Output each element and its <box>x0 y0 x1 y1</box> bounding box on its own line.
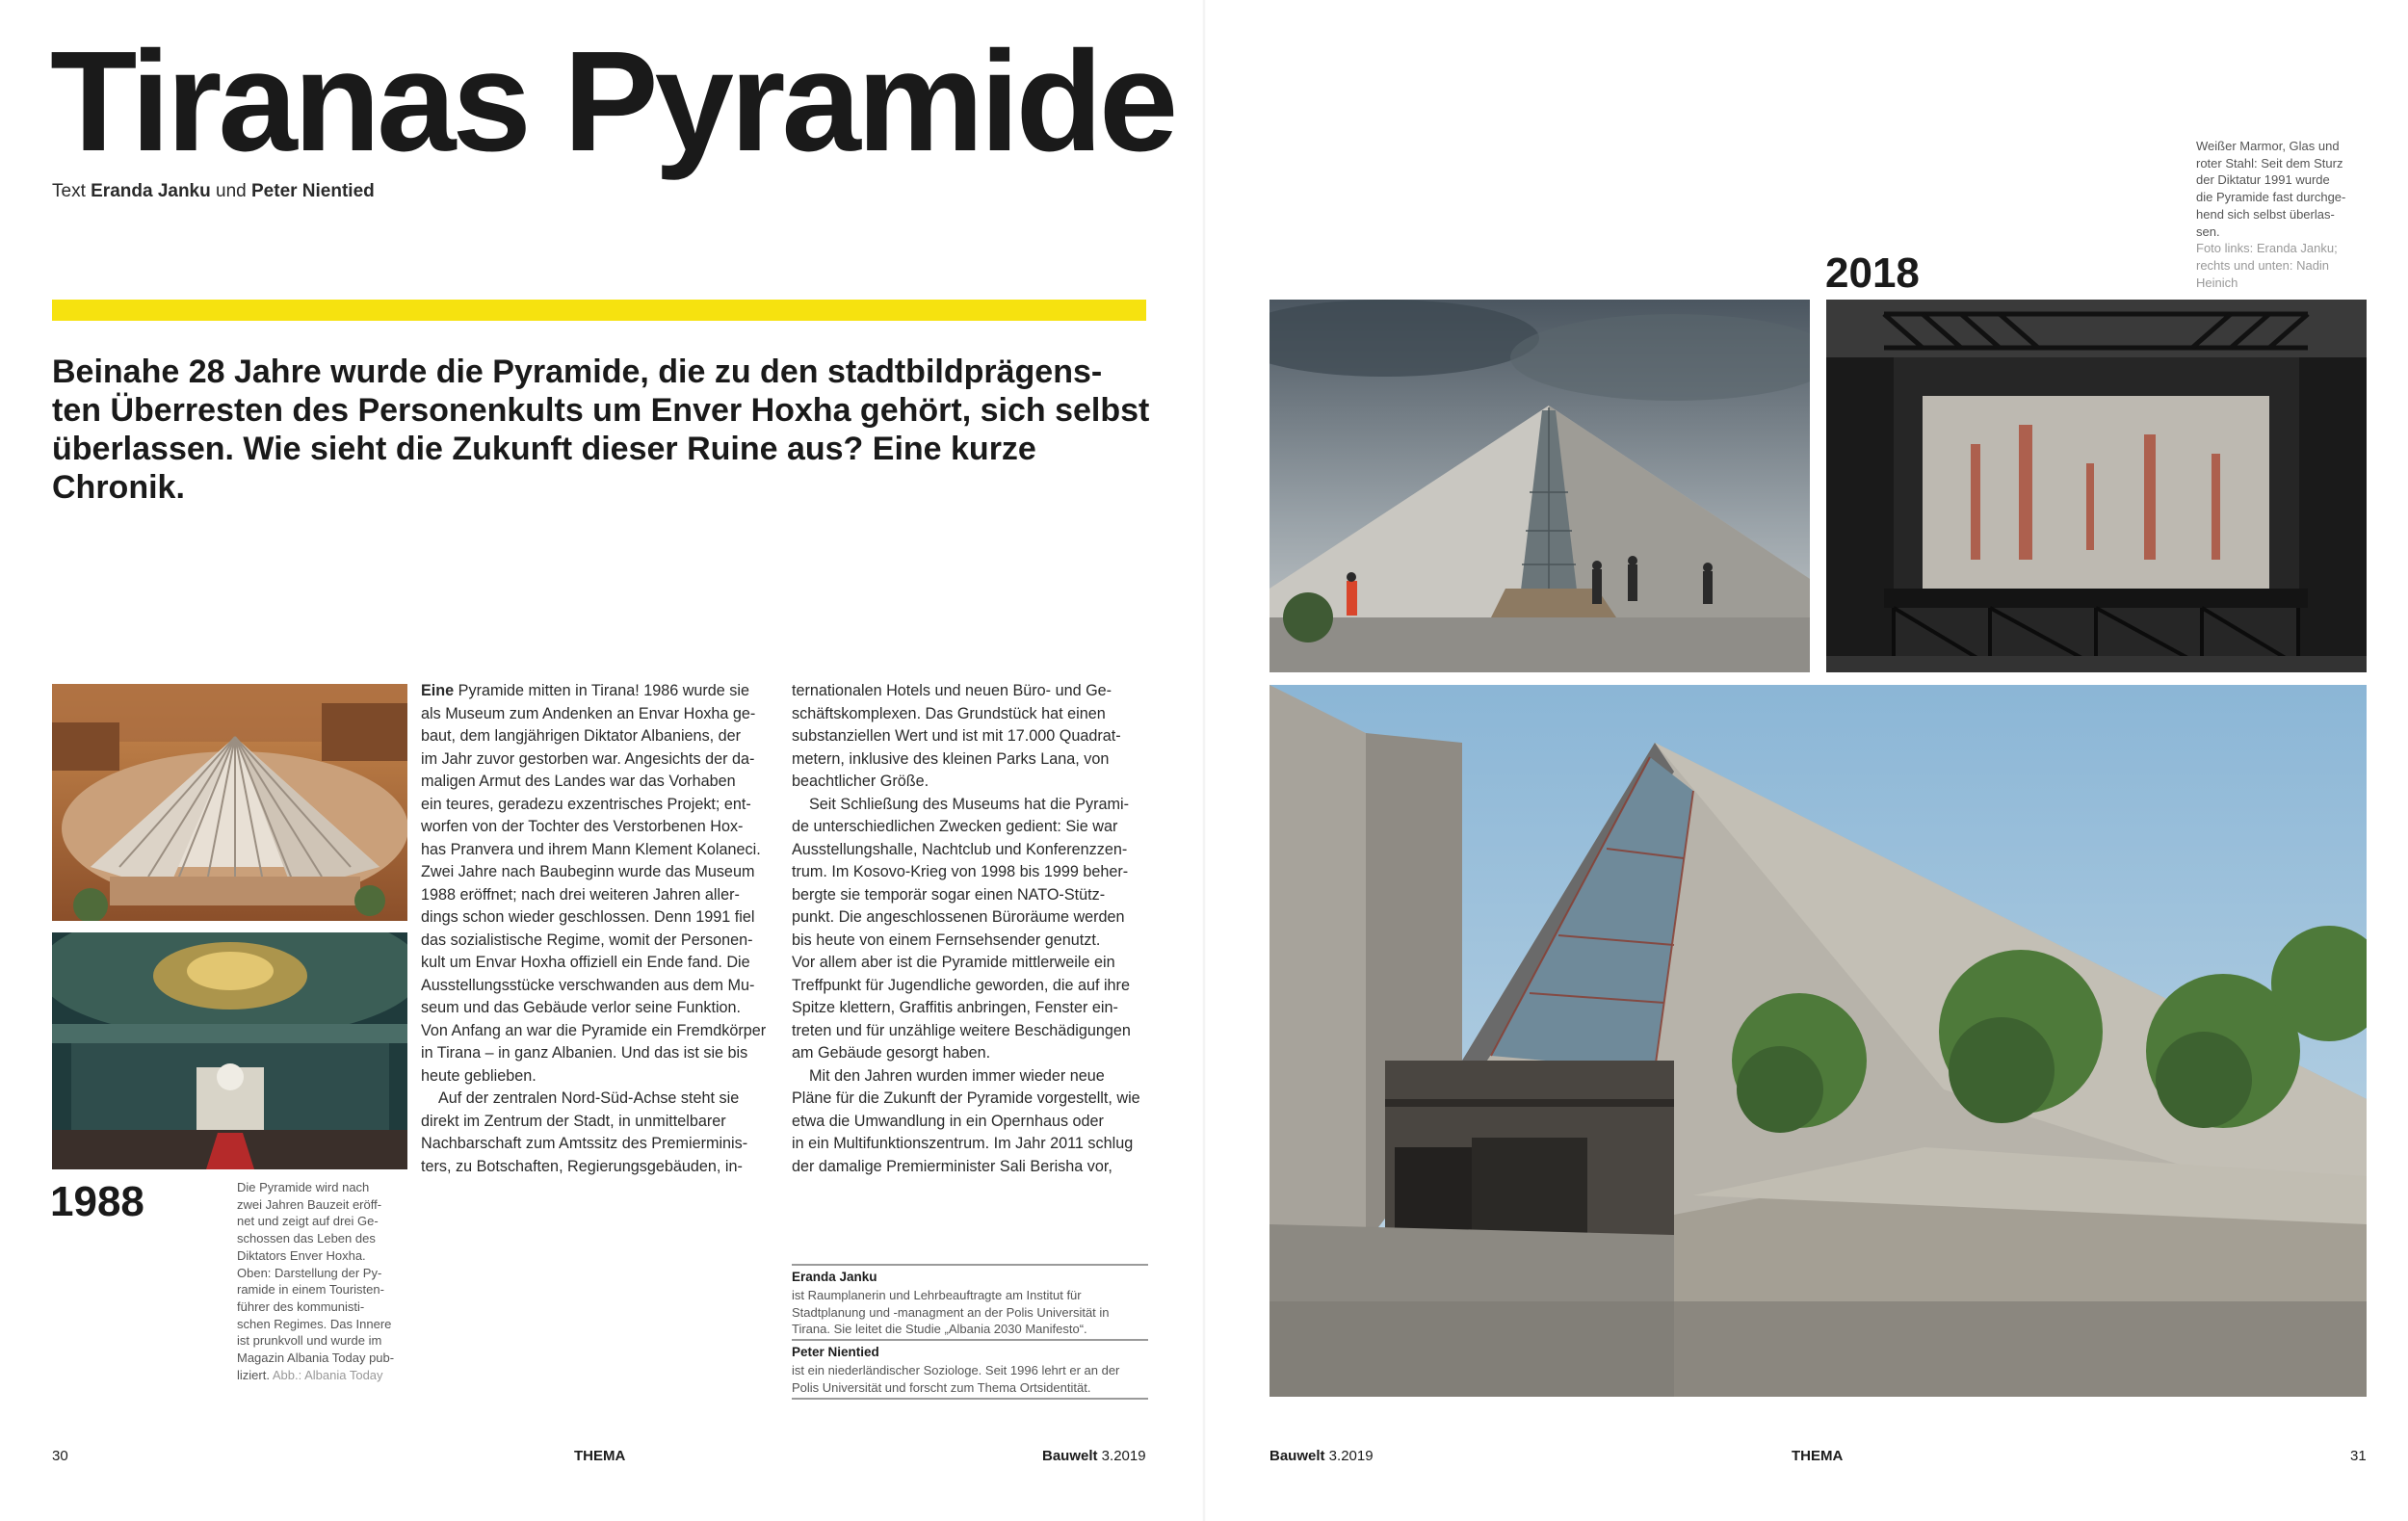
caption-1988-credit: Abb.: Albania Today <box>272 1367 383 1382</box>
page-number-left: 30 <box>52 1448 68 1464</box>
body-column-2 <box>792 680 1148 1178</box>
bio-text-1: ist Raumplanerin und Lehrbeauftragte am Institut für Stadtplanung und -managment an der Polis Universität in Tirana. Sie leitet die Studie „Albania 2030 Manifesto“. <box>792 1288 1110 1336</box>
body-initial-word: Eine <box>421 682 455 699</box>
section-label-left-text: THEMA <box>574 1448 626 1464</box>
article-title: Tiranas Pyramide <box>50 22 1175 181</box>
magazine-issue-right <box>1269 1448 1374 1464</box>
section-label-right-text: THEMA <box>1792 1448 1844 1464</box>
photo-pyramid-interior-1988 <box>52 932 407 1169</box>
page-gutter <box>1202 0 1206 1521</box>
byline-author-1: Eranda Janku <box>91 181 211 201</box>
byline-author-2: Peter Nientied <box>251 181 375 201</box>
bio-divider-2 <box>792 1339 1148 1341</box>
body-col1-paragraph-2: Auf der zentralen Nord-Süd-Achse steht sie direkt im Zentrum der Stadt, in unmittelbarer Nachbarschaft zum Amtssitz des Premierminis- ters, zu Botschaften, Regierungsgebäuden, in- <box>421 1089 748 1175</box>
photo-pyramid-aerial-1988 <box>52 684 407 921</box>
page-number-right: 31 <box>2350 1448 2367 1464</box>
caption-1988-text: Die Pyramide wird nach zwei Jahren Bauzeit eröff- net und zeigt auf drei Ge- schossen das Leben des Diktators Enver Hoxha. Oben: Darstellung der Py- ramide in einem Touristen- führer des kommunisti- schen Regimes. Das Innere ist prunkvoll und wurde im Magazin Albania Today pub- liziert. <box>237 1180 395 1382</box>
section-label-left <box>574 1448 625 1464</box>
body-col2-paragraph-3: Mit den Jahren wurden immer wieder neue Pläne für die Zukunft der Pyramide vorgestellt, wie etwa die Umwandlung in ein Opernhaus oder in ein Multifunktionszentrum. Im Jahr 2011 schlug der damalige Premierminister Sali Berisha vor, <box>792 1066 1140 1175</box>
bio-name-1: Eranda Janku <box>792 1270 877 1284</box>
body-col2-paragraph-1: ternationalen Hotels und neuen Büro- und Ge- schäftskomplexen. Das Grundstück hat einen substanziellen Wert und ist mit 17.000 Quadrat- metern, inklusive des kleinen Parks Lana, von beachtlicher Größe. <box>792 682 1121 790</box>
body-column-1 <box>421 680 770 1178</box>
caption-2018-text: Weißer Marmor, Glas und roter Stahl: Seit dem Sturz der Diktatur 1991 wurde die Pyramide fast durchge- hend sich selbst überlas- sen. <box>2196 139 2346 239</box>
byline-prefix: Text <box>52 181 92 201</box>
byline-connector: und <box>210 181 251 201</box>
magazine-issue-left <box>1042 1448 1146 1464</box>
body-col2-paragraph-2: Seit Schließung des Museums hat die Pyrami- de unterschiedlichen Zwecken gedient: Sie war Ausstellungshalle, Nachtclub und Konferenzzen- trum. Im Kosovo-Krieg von 1998 bis 1999 beher- bergte sie temporär sogar einen NATO-Stütz- punkt. Die angeschlossenen Büroräume werden bis heute von einem Fernsehsender genutzt. Vor allem aber ist die Pyramide mittlerweile ein Treffpunkt für Jugendliche geworden, die auf ihre Spitze klettern, Graffitis anbringen, Fenster ein- treten und für unzählige weitere Beschädigungen am Gebäude gesorgt haben. <box>792 795 1131 1062</box>
accent-bar <box>52 300 1146 321</box>
magazine-name-left: Bauwelt <box>1042 1448 1098 1464</box>
body-col1-paragraph-1: Pyramide mitten in Tirana! 1986 wurde sie als Museum zum Andenken an Envar Hoxha ge- baut, dem langjährigen Diktator Albaniens, der im Jahr zuvor gestorben war. Angesichts der da- maligen Armut des Landes war das Vorhaben ein teures, geradezu exzentrisches Projekt; ent- worfen von der Tochter des Verstorbenen Hox- has Pranvera und ihrem Mann Klement Kolaneci. Zwei Jahre nach Baubeginn wurde das Museum 1988 eröffnet; nach drei weiteren Jahren aller- dings schon wieder geschlossen. Denn 1991 fiel das sozialistische Regime, womit der Personen- kult um Envar Hoxha offiziell ein Ende fand. Die Ausstellungsstücke verschwanden aus dem Mu- seum und das Gebäude verlor seine Funktion. Von Anfang an war die Pyramide ein Fremdkörper in Tirana – in ganz Albanien. Und das ist sie bis heute geblieben. <box>421 682 767 1085</box>
issue-left: 3.2019 <box>1097 1448 1146 1464</box>
photo-pyramid-exterior-2018 <box>1269 685 2367 1397</box>
photo-pyramid-slope-2018 <box>1269 300 1810 672</box>
byline <box>52 181 375 202</box>
year-label-2018: 2018 <box>1825 249 1920 297</box>
bio-text-2: ist ein niederländischer Soziologe. Seit 1996 lehrt er an der Polis Universität und forscht zum Thema Ortsidentität. <box>792 1363 1120 1395</box>
bio-name-2: Peter Nientied <box>792 1345 879 1359</box>
caption-2018 <box>2196 138 2398 291</box>
issue-right: 3.2019 <box>1324 1448 1374 1464</box>
bio-divider-3 <box>792 1398 1148 1400</box>
year-label-1988: 1988 <box>50 1178 144 1225</box>
magazine-name-right: Bauwelt <box>1269 1448 1325 1464</box>
caption-2018-credit: Foto links: Eranda Janku; rechts und unten: Nadin Heinich <box>2196 241 2338 290</box>
bio-divider-1 <box>792 1264 1148 1266</box>
lead-paragraph: Beinahe 28 Jahre wurde die Pyramide, die zu den stadtbildprägens- ten Überresten des Personenkults um Enver Hoxha gehört, sich selbst überlassen. Wie sieht die Zukunft dieser Ruine aus? Eine kurze Chronik. <box>52 354 1150 506</box>
caption-1988 <box>237 1179 410 1383</box>
photo-pyramid-interior-2018 <box>1826 300 2367 672</box>
section-label-right <box>1792 1448 1843 1464</box>
